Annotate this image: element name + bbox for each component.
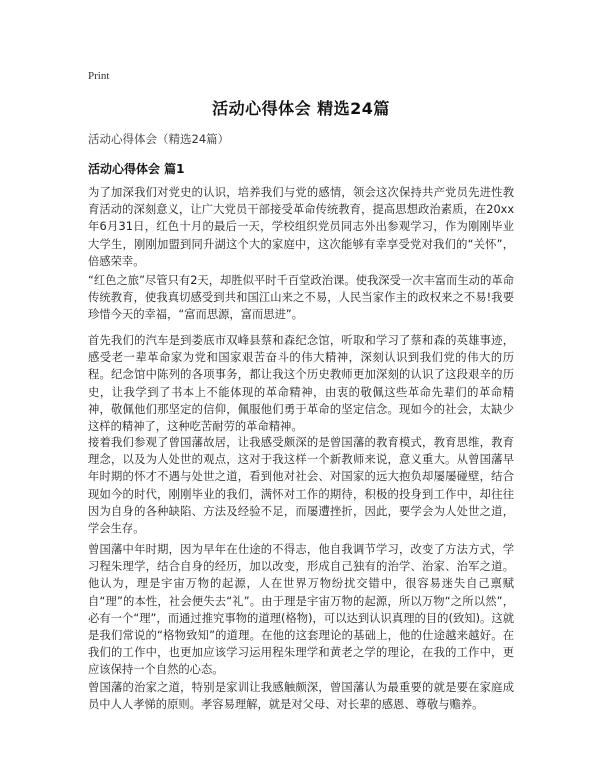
paragraph-6: 曾国藩的治家之道，特别是家训让我感触颇深，曾国藩认为最重要的就是要在家庭成员中人人孝悌的原则。孝容易理解，就是对父母、对长辈的感恩、尊敬与赡养。: [88, 681, 514, 712]
paragraph-1: 为了加深我们对党史的认识，培养我们与党的感情，领会这次保持共产党员先进性教育活动的深刻意义，让广大党员干部接受革命传统教育，提高思想政治素质，在20xx年6月31日，红色十月的最后一天，学校组织党员同志外出参观学习，作为刚刚毕业大学生，刚刚加盟到同升湖这个大的家庭中，这次能够有幸享受党对我们的“关怀”，倍感荣幸。: [88, 186, 514, 268]
paragraph-2: “红色之旅”尽管只有2天，却胜似平时千百堂政治课。使我深受一次丰富而生动的革命传统教育，使我真切感受到共和国江山来之不易，人民当家作主的政权来之不易!我要珍惜今天的幸福，“富而思源，富而思进”。: [88, 274, 514, 322]
section-heading: 活动心得体会 篇1: [88, 162, 185, 176]
print-label: Print: [88, 70, 110, 82]
paragraph-3: 首先我们的汽车是到娄底市双峰县蔡和森纪念馆，听取和学习了蔡和森的英雄事迹，感受老一辈革命家为党和国家艰苦奋斗的伟大精神，深刻认识到我们党的伟大的历程。纪念馆中陈列的各项事务，都让我这个历史教师更加深刻的认识了这段艰辛的历史，让我学到了书本上不能体现的革命精神，由衷的敬佩这些革命先辈们的革命精神，敬佩他们那坚定的信仰，佩服他们勇于革命的坚定信念。现如今的社会，太缺少这样的精神了，这种吃苦耐劳的革命精神。: [88, 334, 514, 434]
document-subtitle: 活动心得体会（精选24篇）: [88, 132, 230, 146]
page-title: 活动心得体会 精选24篇: [212, 99, 390, 118]
paragraph-5: 曾国藩中年时期，因为早年在仕途的不得志，他自我调节学习，改变了方法方式，学习程朱理学，结合自身的经历，加以改变，形成自己独有的治学、治家、治军之道。他认为，理是宇宙万物的起源，人在世界万物纷扰交错中，很容易迷失自己禀赋自“理”的本性，社会便失去“礼”。由于理是宇宙万物的起源，所以万物“之所以然”，必有一个“理”，而通过推究事物的道理(格物)，可以达到认识真理的目的(致知)。这就是我们常说的“格物致知”的道理。在他的这套理论的基础上，他的仕途越来越好。在我们的工作中，也更加应该学习运用程朱理学和黄老之学的理论，在我的工作中，更应该保持一个自然的心态。: [88, 543, 514, 677]
paragraph-4: 接着我们参观了曾国藩故居，让我感受颇深的是曾国藩的教育模式，教育思维，教育理念，以及为人处世的观点，这对于我这样一个新教师来说，意义重大。从曾国藩早年时期的怀才不遇与处世之道，看到他对社会、对国家的远大抱负却屡屡碰壁，结合现如今的时代，刚刚毕业的我们，满怀对工作的期待，积极的投身到工作中，却往往因为自身的各种缺陷、方法及经验不足，而屡遭挫折，因此，要学会为人处世之道，学会生存。: [88, 436, 514, 536]
